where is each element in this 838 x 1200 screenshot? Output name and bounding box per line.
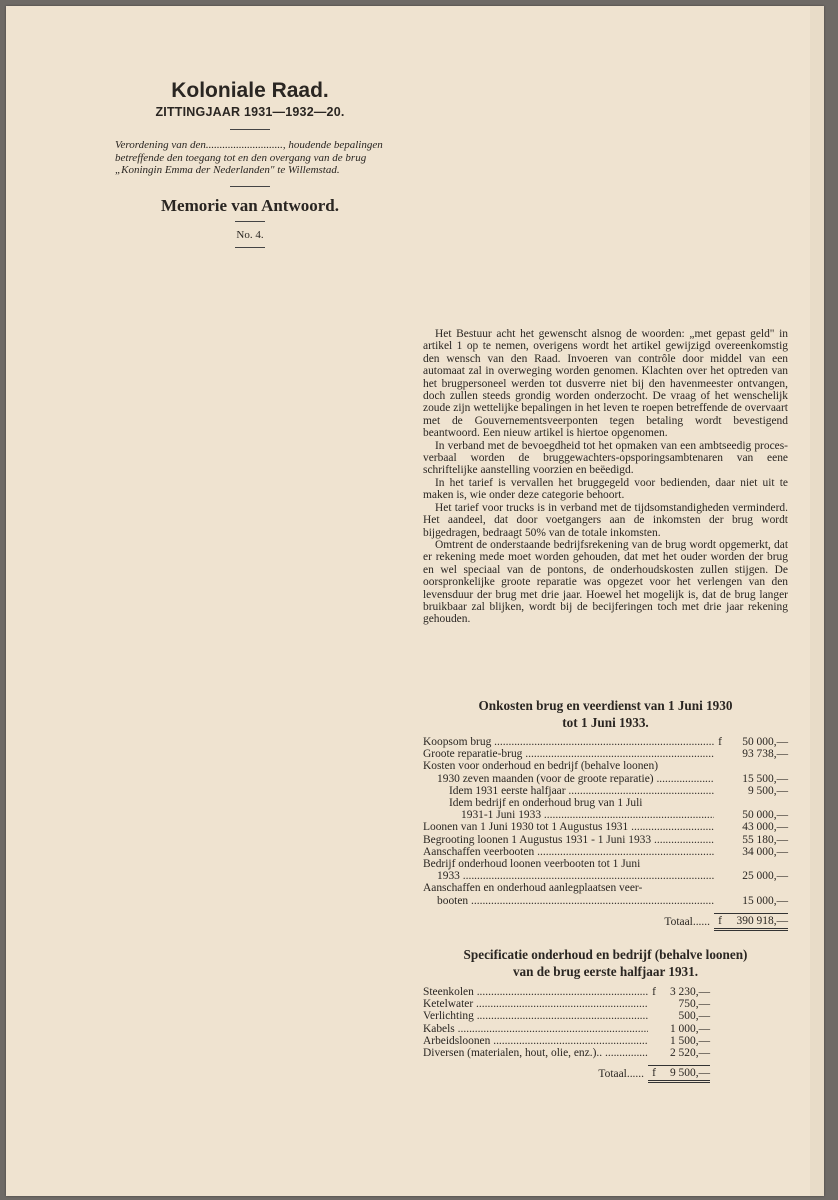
row-amount: 50 000,—: [742, 736, 788, 748]
body-text: [423, 328, 788, 626]
row-label: Aanschaffen en onderhoud aanlegplaatsen veer-: [423, 882, 643, 895]
spec-rows: [423, 986, 710, 1059]
row-label: Groote reparatie-brug .....: [423, 748, 714, 760]
paragraph: Het Bestuur acht het gewenscht alsnog de woorden: „met gepast geld" in artikel 1 op te nemen, overigens wordt het artikel gewijzigd overeenkomstig den wensch van den Raad. Invoeren van contrôle door middel van een automaat zal in overweging worden genomen. Klachten over het optreden van het brugpersoneel werden tot dusverre niet bij den havenmeester ontvangen, doch zullen steeds grondig worden onderzocht. De vraag of het wenschelijk zoude zijn wettelijke bepalingen in het leven te roepen betreffende de overvaart met de Gouvernementsveerponten tegen betaling wordt bevestigend beantwoord. Een nieuw artikel is hiertoe opgenomen.: [423, 328, 788, 440]
ordinance-description: Verordening van den............................, houdende bepalingen betreffende den toegang tot en den overgang van de brug „Koningin Emma der Nederlanden" te Willemstad.: [115, 139, 383, 177]
total-value: [714, 913, 788, 931]
table-row: [423, 1047, 710, 1059]
spec-total-row: [423, 1065, 710, 1083]
document-heading: Memorie van Antwoord.: [160, 195, 339, 215]
total-currency: f: [652, 1067, 656, 1080]
total-amount: 9 500,—: [669, 1067, 710, 1080]
row-label: 1931-1 Juni 1933 .....: [423, 809, 714, 821]
table-row: [423, 760, 788, 772]
row-label: Loonen van 1 Juni 1930 tot 1 Augustus 1931 .....: [423, 821, 714, 833]
total-label: Totaal......: [664, 915, 710, 928]
paragraph: Het tarief voor trucks is in verband met de tijdsomstandigheden verminderd. Het aandeel, dat door voetgangers aan de inkomsten der brug wordt bijgedragen, bedraagt 50% van de totale inkomsten.: [423, 501, 788, 539]
show-through-text: [448, 112, 808, 127]
divider: [235, 221, 265, 222]
row-amount: 50 000,—: [742, 809, 788, 822]
row-amount: 25 000,—: [742, 870, 788, 883]
table-row: [423, 870, 788, 882]
total-amount: 390 918,—: [736, 914, 788, 927]
council-title: Koloniale Raad.: [171, 79, 329, 102]
row-label: 1933 .....: [423, 870, 714, 882]
row-amount: 43 000,—: [742, 821, 788, 834]
row-currency: f: [718, 736, 722, 748]
row-label: Bedrijf onderhoud loonen veerbooten tot 1 Juni: [423, 858, 641, 871]
costs-table: [423, 698, 788, 931]
row-label: Idem bedrijf en onderhoud brug van 1 Juli: [449, 797, 643, 810]
row-amount: 93 738,—: [742, 748, 788, 761]
table-row: [423, 809, 788, 821]
row-amount: 1 500,—: [669, 1034, 710, 1047]
table-row: [423, 748, 788, 760]
table-row: [423, 773, 788, 785]
row-label: Diversen (materialen, hout, olie, enz.).. .....: [423, 1047, 648, 1059]
divider: [230, 186, 270, 187]
row-amount: 2 520,—: [669, 1047, 710, 1060]
row-label: Steenkolen .....: [423, 986, 648, 998]
spec-table-heading: Specificatie onderhoud en bedrijf (behalve loonen): [463, 947, 748, 962]
table-row: [423, 736, 788, 748]
table-row: [423, 1023, 710, 1035]
table-row: [423, 1010, 710, 1022]
row-label: Ketelwater .....: [423, 998, 648, 1010]
table-row: [423, 895, 788, 907]
row-label: Aanschaffen veerbooten .....: [423, 846, 714, 858]
table-row: [423, 785, 788, 797]
table-row: [423, 797, 788, 809]
session-year: ZITTINGJAAR 1931—1932—20.: [155, 105, 345, 119]
table-row: [423, 998, 710, 1010]
page-edge: [810, 6, 824, 1196]
table-row: [423, 846, 788, 858]
divider: [235, 247, 265, 248]
masthead: [115, 78, 385, 253]
row-amount: 15 500,—: [742, 772, 788, 785]
table-row: [423, 834, 788, 846]
row-amount: 9 500,—: [747, 784, 788, 797]
row-label: booten .....: [423, 895, 714, 907]
row-label: Arbeidsloonen .....: [423, 1035, 648, 1047]
costs-table-heading: tot 1 Juni 1933.: [562, 714, 649, 730]
divider: [230, 129, 270, 130]
costs-rows: [423, 736, 788, 907]
row-currency: f: [652, 986, 656, 998]
table-row: [423, 858, 788, 870]
costs-total-row: [423, 913, 788, 931]
row-label: Verlichting .....: [423, 1010, 648, 1022]
row-amount: 1 000,—: [669, 1022, 710, 1035]
row-label: Kabels .....: [423, 1023, 648, 1035]
costs-table-heading: Onkosten brug en veerdienst van 1 Juni 1930: [478, 698, 733, 713]
spec-table-heading: van de brug eerste halfjaar 1931.: [512, 963, 699, 979]
row-label: Begrooting loonen 1 Augustus 1931 - 1 Juni 1933 .....: [423, 834, 714, 846]
row-label: 1930 zeven maanden (voor de groote reparatie) .....: [423, 773, 714, 785]
row-amount: 15 000,—: [742, 894, 788, 907]
table-row: [423, 882, 788, 894]
paragraph: Omtrent de onderstaande bedrijfsrekening van de brug wordt opgemerkt, dat er rekening mede moet worden gehouden, dat met het ouder worden der brug en wel speciaal van de pontons, de onderhoudskosten zullen stijgen. De oorspronkelijke groote reparatie was opgezet voor het verlengen van den levensduur der brug met drie jaar. Hoewel het mogelijk is, dat de brug langer bruikbaar zal blijken, wordt bij de becijferingen toch met drie jaar rekening gehouden.: [423, 538, 788, 626]
total-currency: f: [718, 914, 722, 927]
row-amount: 3 230,—: [669, 986, 710, 998]
table-row: [423, 986, 710, 998]
row-label: Koopsom brug .....: [423, 736, 714, 748]
row-label: Idem 1931 eerste halfjaar .....: [423, 785, 714, 797]
table-row: [423, 821, 788, 833]
row-amount: 55 180,—: [742, 833, 788, 846]
row-amount: 750,—: [678, 998, 710, 1011]
row-amount: 34 000,—: [742, 845, 788, 858]
document-number: No. 4.: [236, 228, 264, 241]
row-label: Kosten voor onderhoud en bedrijf (behalve loonen): [423, 760, 659, 773]
total-value: [648, 1065, 710, 1083]
paragraph: In verband met de bevoegdheid tot het opmaken van een ambtseedig proces-verbaal worden de bruggewachters-opsporingsambtenaren van eene schriftelijke aanstelling voorzien en beëedigd.: [423, 439, 788, 477]
paragraph: In het tarief is vervallen het bruggegeld voor bedienden, daar niet uit te maken is, wie onder deze categorie behoort.: [423, 476, 788, 502]
row-amount: 500,—: [678, 1010, 710, 1023]
total-label: Totaal......: [598, 1068, 644, 1081]
table-row: [423, 1035, 710, 1047]
specification-table: [423, 947, 788, 1083]
